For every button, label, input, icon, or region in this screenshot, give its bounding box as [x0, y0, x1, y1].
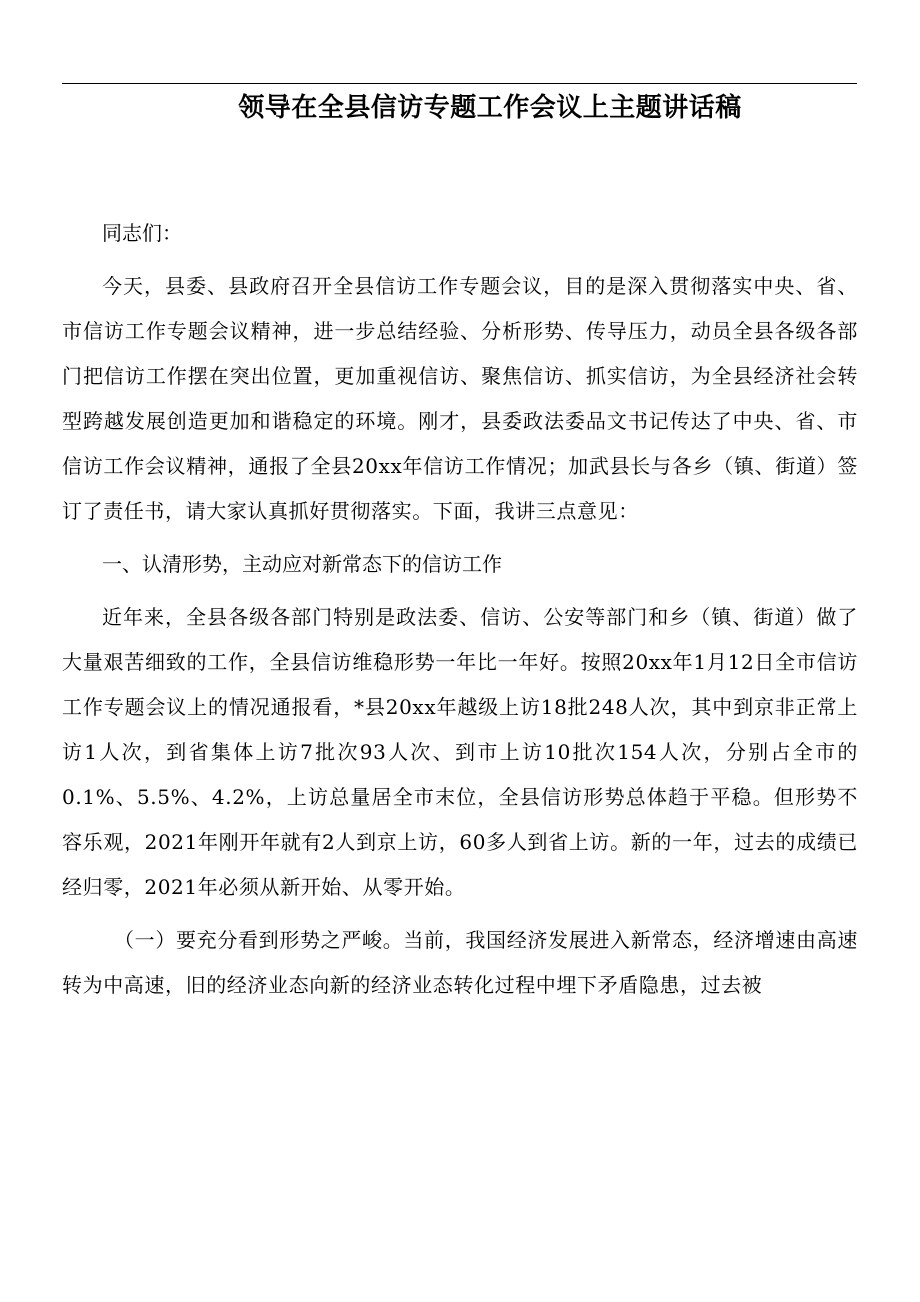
sub-heading-paragraph: （一）要充分看到形势之严峻。当前，我国经济发展进入新常态，经济增速由高速转为中高速，旧的经济业态向新的经济业态转化过程中埋下矛盾隐患，过去被: [62, 928, 858, 997]
document-title: 领导在全县信访专题工作会议上主题讲话稿: [238, 93, 742, 123]
document-body: [62, 211, 858, 1008]
section-paragraph: 近年来，全县各级各部门特别是政法委、信访、公安等部门和乡（镇、街道）做了大量艰苦细致的工作，全县信访维稳形势一年比一年好。按照20xx年1月12日全市信访工作专题会议上的情况通报看，*县20xx年越级上访18批248人次，其中到京非正常上访1人次，到省集体上访7批次93人次、到市上访10批次154人次，分别占全市的0.1%、5.5%、4.2%，上访总量居全市末位，全县信访形势总体趋于平稳。但形势不容乐观，2021年刚开年就有2人到京上访，60多人到省上访。新的一年，过去的成绩已经归零，2021年必须从新开始、从零开始。: [62, 605, 858, 899]
intro-paragraph: 今天，县委、县政府召开全县信访工作专题会议，目的是深入贯彻落实中央、省、市信访工作专题会议精神，进一步总结经验、分析形势、传导压力，动员全县各级各部门把信访工作摆在突出位置，更加重视信访、聚焦信访、抓实信访，为全县经济社会转型跨越发展创造更加和谐稳定的环境。刚才，县委政法委品文书记传达了中央、省、市信访工作会议精神，通报了全县20xx年信访工作情况；加武县长与各乡（镇、街道）签订了责任书，请大家认真抓好贯彻落实。下面，我讲三点意见：: [62, 274, 858, 523]
section-heading: 一、认清形势，主动应对新常态下的信访工作: [102, 552, 502, 576]
header-rule: [62, 83, 857, 84]
salutation: 同志们：: [102, 221, 182, 245]
